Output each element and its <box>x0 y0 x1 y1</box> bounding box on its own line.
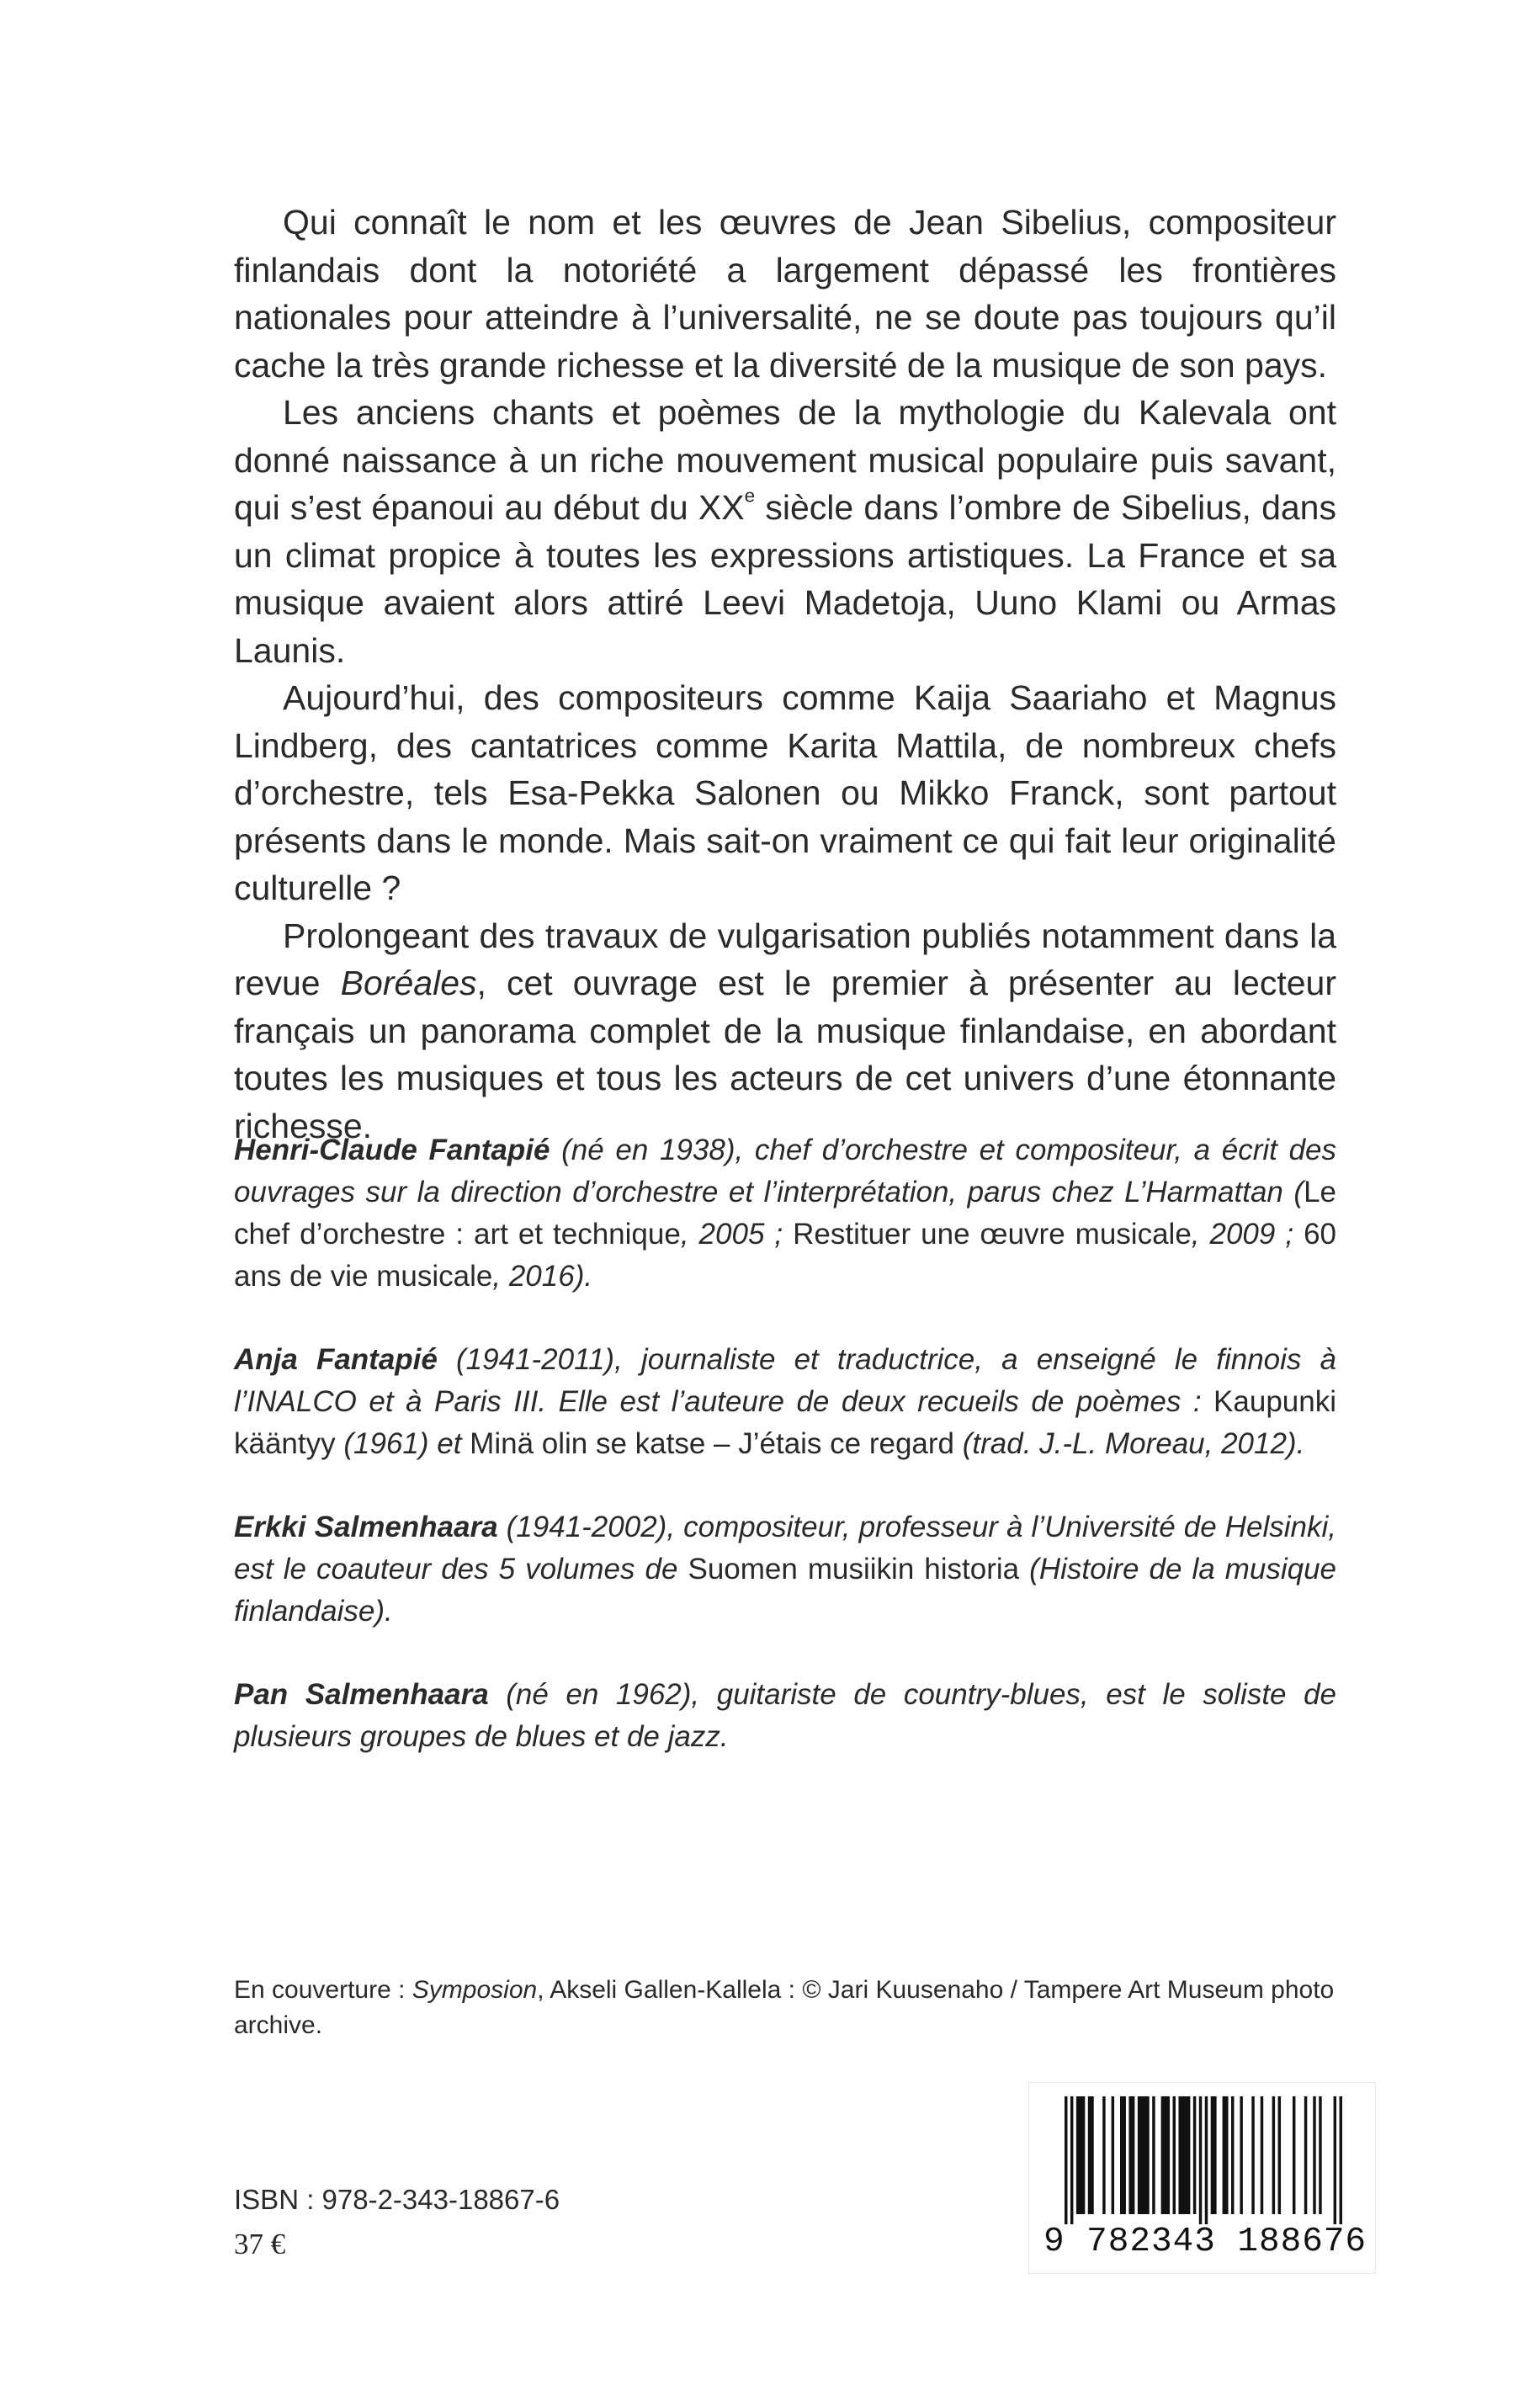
barcode-bar <box>1161 2096 1170 2214</box>
barcode-bar <box>1251 2096 1254 2214</box>
book-title: 60 ans de vie musicale <box>234 1218 1337 1293</box>
barcode-bar <box>1076 2096 1085 2214</box>
author-bio-text: (1941-2011), journaliste et traductrice, a enseigné le finnois à l’INALCO et à Paris III. Elle est l’auteure de deux recueils de poèmes : <box>234 1343 1336 1418</box>
barcode-bar <box>1070 2096 1073 2224</box>
author-bio-text: (né en 1938), chef d’orchestre et compositeur, a écrit des ouvrages sur la direction d’orchestre et l’interprétation, parus chez L’Harmattan ( <box>234 1134 1336 1208</box>
cover-credit-prefix: En couverture : <box>234 1976 412 2004</box>
barcode-digits: 9 782343 188676 <box>1043 2223 1367 2261</box>
barcode-bar <box>1152 2096 1155 2214</box>
barcode-bar <box>1193 2096 1196 2214</box>
author-bio-pan <box>234 1674 1336 1758</box>
author-name: Anja Fantapié <box>234 1343 438 1376</box>
barcode-bar <box>1240 2096 1242 2214</box>
author-bio-erkki <box>234 1506 1336 1633</box>
blurb-p4-text-b: , cet ouvrage est le premier à présenter au lecteur français un panorama complet de la musique finlandaise, en abordant toutes les musiques et tous les acteurs de cet univers d’une étonnante richesse. <box>234 964 1336 1145</box>
barcode-bar <box>1319 2096 1321 2214</box>
blurb-p4-text-a: Prolongeant des travaux de vulgarisation publiés notamment dans la revue <box>234 916 1336 1002</box>
book-title: Restituer une œuvre musicale <box>793 1218 1192 1251</box>
barcode-bar <box>1102 2096 1105 2214</box>
barcode-bar <box>1065 2096 1067 2224</box>
cover-credit-rest: , Akseli Gallen-Kallela : © Jari Kuusenaho / Tampere Art Museum photo archive. <box>234 1976 1335 2039</box>
blurb-p2-text-a: Les anciens chants et poèmes de la mythologie du Kalevala ont donné naissance à un riche mouvement musical populaire puis savant, qui s’est épanoui au début du XX <box>234 393 1336 527</box>
book-title: Suomen musiikin historia <box>688 1553 1020 1586</box>
author-bio-text: (trad. J.-L. Moreau, 2012). <box>954 1427 1305 1460</box>
barcode-bar <box>1173 2096 1176 2214</box>
author-name: Henri-Claude Fantapié <box>234 1134 550 1166</box>
book-title: Le chef d’orchestre : art et technique <box>234 1176 1336 1251</box>
author-bio-text: , 2009 ; <box>1191 1218 1304 1251</box>
barcode-bar <box>1120 2096 1126 2214</box>
barcode-bar <box>1088 2096 1094 2214</box>
barcode-bar <box>1138 2096 1150 2214</box>
book-title: Minä olin se katse – J’étais ce regard <box>470 1427 955 1460</box>
barcode-bar <box>1205 2096 1208 2224</box>
author-bio-text: , 2005 ; <box>680 1218 794 1251</box>
author-bio-text: (1941-2002), compositeur, professeur à l’Université de Helsinki, est le coauteur des 5 volumes de <box>234 1511 1336 1586</box>
barcode-bars <box>1065 2096 1342 2224</box>
blurb-paragraph-1 <box>234 199 1336 389</box>
barcode-bar <box>1211 2096 1217 2214</box>
blurb-p3-text: Aujourd’hui, des compositeurs comme Kaija Saariaho et Magnus Lindberg, des cantatrices comme Karita Mattila, de nombreux chefs d’orchestre, tels Esa-Pekka Salonen ou Mikko Franck, sont partout présents dans le monde. Mais sait-on vraiment ce qui fait leur originalité culturelle ? <box>234 678 1336 907</box>
barcode-bar <box>1272 2096 1275 2214</box>
cover-credit <box>234 1973 1336 2043</box>
author-name: Erkki Salmenhaara <box>234 1511 498 1543</box>
cover-credit-work: Symposion <box>412 1976 538 2004</box>
price-label: 37 € <box>234 2228 286 2260</box>
barcode-bar <box>1334 2096 1336 2224</box>
author-bio-anja <box>234 1339 1336 1465</box>
barcode-bar <box>1231 2096 1234 2214</box>
barcode-bar <box>1112 2096 1114 2214</box>
barcode-bar <box>1340 2096 1342 2224</box>
author-bio-text: (1961) et <box>335 1427 470 1460</box>
barcode-bar <box>1304 2096 1307 2214</box>
author-bio-text: (Histoire de la musique finlandaise). <box>234 1553 1337 1628</box>
blurb-p4-journal-title: Boréales <box>340 964 477 1002</box>
back-cover-blurb <box>234 199 1336 1150</box>
barcode-bar <box>1278 2096 1281 2214</box>
author-bio-text: (né en 1962), guitariste de country-blues, est le soliste de plusieurs groupes de blues et de jazz. <box>234 1678 1337 1753</box>
book-title: Kaupunki kääntyy <box>234 1385 1336 1460</box>
barcode-bar <box>1128 2096 1134 2214</box>
author-bio-text: , 2016). <box>492 1260 593 1293</box>
author-bios <box>234 1129 1336 1799</box>
author-name: Pan Salmenhaara <box>234 1678 489 1711</box>
blurb-p2-superscript: e <box>744 485 756 507</box>
barcode-bar <box>1223 2096 1229 2214</box>
barcode-bar <box>1313 2096 1315 2214</box>
barcode <box>1028 2082 1376 2274</box>
blurb-paragraph-3 <box>234 674 1336 912</box>
barcode-bar <box>1261 2096 1263 2214</box>
barcode-bar <box>1199 2096 1202 2224</box>
blurb-p2-text-b: siècle dans l’ombre de Sibelius, dans un climat propice à toutes les expressions artistiques. La France et sa musique avaient alors attiré Leevi Madetoja, Uuno Klami ou Armas Launis. <box>234 488 1336 670</box>
barcode-bar <box>1293 2096 1295 2214</box>
blurb-p1-text: Qui connaît le nom et les œuvres de Jean Sibelius, compositeur finlandais dont la notoriété a largement dépassé les frontières nationales pour atteindre à l’universalité, ne se doute pas toujours qu’il cache la très grande richesse et la diversité de la musique de son pays. <box>234 203 1336 385</box>
isbn-label: ISBN : 978-2-343-18867-6 <box>234 2184 560 2215</box>
author-bio-henri-claude <box>234 1129 1336 1298</box>
barcode-bar <box>1178 2096 1190 2214</box>
blurb-paragraph-4 <box>234 912 1336 1150</box>
blurb-paragraph-2 <box>234 389 1336 674</box>
